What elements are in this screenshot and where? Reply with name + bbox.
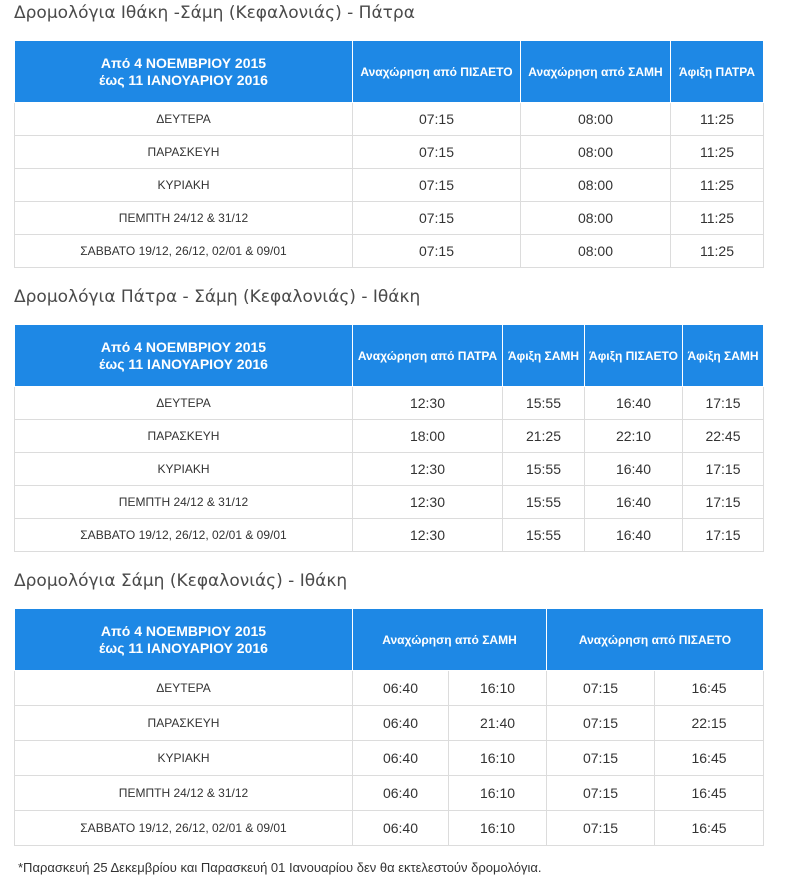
time-cell: 11:25 <box>671 103 764 136</box>
day-cell: ΣΑΒΒΑΤΟ 19/12, 26/12, 02/01 & 09/01 <box>15 811 353 846</box>
time-cell: 21:40 <box>449 706 547 741</box>
time-cell: 07:15 <box>353 103 521 136</box>
period-header <box>15 41 353 103</box>
table-header-row <box>15 41 764 103</box>
time-cell: 06:40 <box>353 811 449 846</box>
time-cell: 18:00 <box>353 420 503 453</box>
day-cell: ΚΥΡΙΑΚΗ <box>15 453 353 486</box>
time-cell: 17:15 <box>683 387 764 420</box>
time-cell: 08:00 <box>521 202 671 235</box>
time-cell: 12:30 <box>353 387 503 420</box>
time-cell: 16:40 <box>585 519 683 552</box>
period-line-1: Από 4 ΝΟΕΜΒΡΙΟΥ 2015 <box>100 54 267 71</box>
day-cell: ΠΕΜΠΤΗ 24/12 & 31/12 <box>15 486 353 519</box>
schedule-table-ithaca-sami-patra <box>14 40 764 268</box>
table3-title: Δρομολόγια Σάμη (Κεφαλονιάς) - Ιθάκη <box>14 571 348 591</box>
table-row <box>15 387 764 420</box>
time-cell: 11:25 <box>671 235 764 268</box>
time-cell: 16:45 <box>655 811 764 846</box>
time-cell: 07:15 <box>353 202 521 235</box>
day-cell: ΚΥΡΙΑΚΗ <box>15 169 353 202</box>
table-row <box>15 169 764 202</box>
time-cell: 16:10 <box>449 776 547 811</box>
table-row <box>15 420 764 453</box>
day-cell: ΠΕΜΠΤΗ 24/12 & 31/12 <box>15 776 353 811</box>
time-cell: 17:15 <box>683 453 764 486</box>
column-header: Άφιξη ΠΑΤΡΑ <box>671 41 764 103</box>
time-cell: 12:30 <box>353 453 503 486</box>
time-cell: 06:40 <box>353 671 449 706</box>
time-cell: 16:40 <box>585 387 683 420</box>
time-cell: 08:00 <box>521 103 671 136</box>
day-cell: ΚΥΡΙΑΚΗ <box>15 741 353 776</box>
time-cell: 11:25 <box>671 202 764 235</box>
day-cell: ΣΑΒΒΑΤΟ 19/12, 26/12, 02/01 & 09/01 <box>15 235 353 268</box>
time-cell: 07:15 <box>547 706 655 741</box>
time-cell: 06:40 <box>353 776 449 811</box>
time-cell: 08:00 <box>521 169 671 202</box>
table-row <box>15 519 764 552</box>
time-cell: 07:15 <box>353 169 521 202</box>
time-cell: 16:45 <box>655 671 764 706</box>
column-header: Αναχώρηση από ΣΑΜΗ <box>521 41 671 103</box>
time-cell: 16:40 <box>585 453 683 486</box>
table-header-row <box>15 325 764 387</box>
column-header: Αναχώρηση από ΣΑΜΗ <box>353 609 547 671</box>
time-cell: 12:30 <box>353 519 503 552</box>
schedule-table-patra-sami-ithaca <box>14 324 764 552</box>
time-cell: 07:15 <box>353 235 521 268</box>
time-cell: 22:10 <box>585 420 683 453</box>
period-line-2: έως 11 ΙΑΝΟΥΑΡΙΟΥ 2016 <box>99 71 268 88</box>
time-cell: 16:10 <box>449 811 547 846</box>
column-header: Αναχώρηση από ΠΑΤΡΑ <box>353 325 503 387</box>
time-cell: 16:10 <box>449 671 547 706</box>
table-row <box>15 706 764 741</box>
time-cell: 16:40 <box>585 486 683 519</box>
time-cell: 07:15 <box>547 741 655 776</box>
time-cell: 17:15 <box>683 519 764 552</box>
day-cell: ΠΑΡΑΣΚΕΥΗ <box>15 136 353 169</box>
period-line-2: έως 11 ΙΑΝΟΥΑΡΙΟΥ 2016 <box>99 355 268 372</box>
day-cell: ΣΑΒΒΑΤΟ 19/12, 26/12, 02/01 & 09/01 <box>15 519 353 552</box>
time-cell: 17:15 <box>683 486 764 519</box>
time-cell: 15:55 <box>503 453 585 486</box>
column-header: Άφιξη ΣΑΜΗ <box>503 325 585 387</box>
table-row <box>15 486 764 519</box>
time-cell: 06:40 <box>353 706 449 741</box>
table-row <box>15 103 764 136</box>
table-row <box>15 671 764 706</box>
table-row <box>15 453 764 486</box>
schedule-table-sami-ithaca <box>14 608 764 846</box>
column-header: Αναχώρηση από ΠΙΣΑΕΤΟ <box>547 609 764 671</box>
table-row <box>15 136 764 169</box>
table-header-row <box>15 609 764 671</box>
time-cell: 07:15 <box>353 136 521 169</box>
time-cell: 07:15 <box>547 811 655 846</box>
column-header: Αναχώρηση από ΠΙΣΑΕΤΟ <box>353 41 521 103</box>
table-row <box>15 235 764 268</box>
table-row <box>15 776 764 811</box>
time-cell: 15:55 <box>503 486 585 519</box>
table1-title: Δρομολόγια Ιθάκη -Σάμη (Κεφαλονιάς) - Πάτρα <box>14 3 415 23</box>
day-cell: ΠΑΡΑΣΚΕΥΗ <box>15 420 353 453</box>
time-cell: 07:15 <box>547 671 655 706</box>
time-cell: 16:45 <box>655 741 764 776</box>
column-header: Άφιξη ΣΑΜΗ <box>683 325 764 387</box>
time-cell: 11:25 <box>671 136 764 169</box>
time-cell: 12:30 <box>353 486 503 519</box>
period-line-2: έως 11 ΙΑΝΟΥΑΡΙΟΥ 2016 <box>99 639 268 656</box>
time-cell: 22:45 <box>683 420 764 453</box>
time-cell: 22:15 <box>655 706 764 741</box>
table2-title: Δρομολόγια Πάτρα - Σάμη (Κεφαλονιάς) - Ιθάκη <box>14 287 421 307</box>
time-cell: 15:55 <box>503 519 585 552</box>
time-cell: 11:25 <box>671 169 764 202</box>
time-cell: 08:00 <box>521 136 671 169</box>
time-cell: 07:15 <box>547 776 655 811</box>
time-cell: 16:45 <box>655 776 764 811</box>
period-line-1: Από 4 ΝΟΕΜΒΡΙΟΥ 2015 <box>100 338 267 355</box>
day-cell: ΔΕΥΤΕΡΑ <box>15 671 353 706</box>
time-cell: 08:00 <box>521 235 671 268</box>
table-row <box>15 741 764 776</box>
time-cell: 06:40 <box>353 741 449 776</box>
table-row <box>15 811 764 846</box>
period-line-1: Από 4 ΝΟΕΜΒΡΙΟΥ 2015 <box>100 622 267 639</box>
day-cell: ΔΕΥΤΕΡΑ <box>15 103 353 136</box>
time-cell: 15:55 <box>503 387 585 420</box>
time-cell: 16:10 <box>449 741 547 776</box>
footnote: *Παρασκευή 25 Δεκεμβρίου και Παρασκευή 01 Ιανουαρίου δεν θα εκτελεστούν δρομολόγια. <box>18 860 542 875</box>
table-row <box>15 202 764 235</box>
period-header <box>15 325 353 387</box>
column-header: Άφιξη ΠΙΣΑΕΤΟ <box>585 325 683 387</box>
day-cell: ΔΕΥΤΕΡΑ <box>15 387 353 420</box>
day-cell: ΠΕΜΠΤΗ 24/12 & 31/12 <box>15 202 353 235</box>
period-header <box>15 609 353 671</box>
day-cell: ΠΑΡΑΣΚΕΥΗ <box>15 706 353 741</box>
time-cell: 21:25 <box>503 420 585 453</box>
